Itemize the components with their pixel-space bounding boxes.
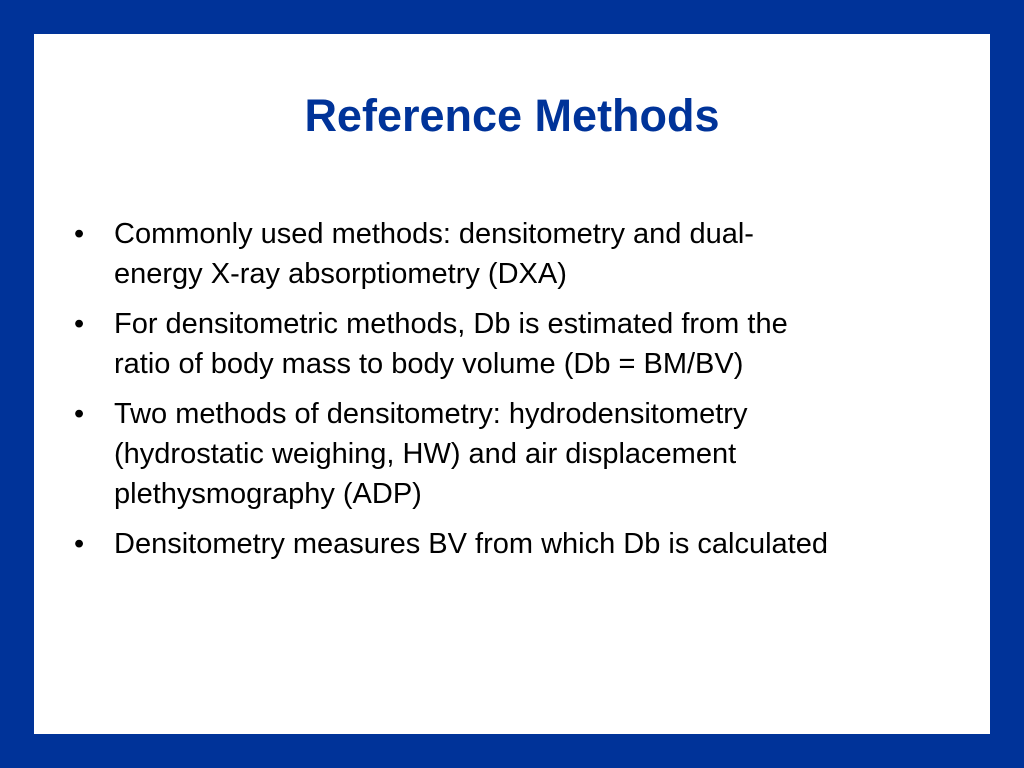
bullet-line: ratio of body mass to body volume (Db = BM/BV): [114, 348, 744, 380]
bullet-line: plethysmography (ADP): [114, 478, 422, 510]
bullet-line: Commonly used methods: densitometry and dual-: [114, 218, 754, 250]
bullet-dot-icon: •: [74, 398, 85, 430]
bullet-line: energy X-ray absorptiometry (DXA): [114, 258, 567, 290]
bullet-item: [74, 394, 974, 514]
slide-title: Reference Methods: [304, 90, 720, 141]
bullet-line: For densitometric methods, Db is estimated from the: [114, 308, 788, 340]
bullet-line: Two methods of densitometry: hydrodensitometry: [114, 398, 748, 430]
bullet-line: (hydrostatic weighing, HW) and air displacement: [114, 438, 737, 470]
bullet-list: [74, 214, 974, 574]
bullet-item: [74, 524, 974, 564]
bullet-item: [74, 214, 974, 294]
bullet-dot-icon: •: [74, 308, 85, 340]
bullet-dot-icon: •: [74, 528, 85, 560]
bullet-dot-icon: •: [74, 218, 85, 250]
bullet-line: Densitometry measures BV from which Db is calculated: [114, 528, 828, 560]
bullet-item: [74, 304, 974, 384]
